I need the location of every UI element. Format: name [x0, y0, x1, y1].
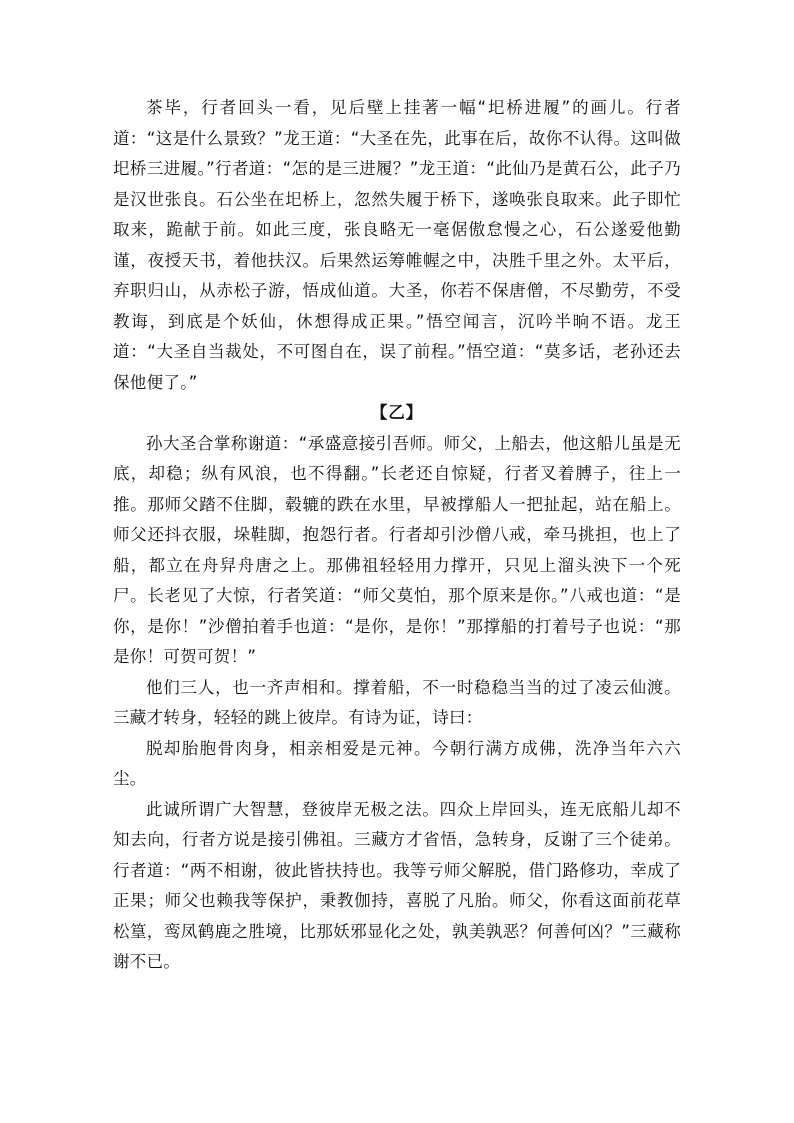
document-page: [113, 93, 681, 978]
paragraph-yi-2: 他们三人，也一齐声相和。撑着船，不一时稳稳当当的过了凌云仙渡。三藏才转身，轻轻的跳上彼岸。有诗为证，诗曰：: [113, 677, 681, 727]
paragraph-yi-poem: 脱却胎胞骨肉身，相亲相爱是元神。今朝行满方成佛，洗净当年六六尘。: [113, 738, 681, 788]
section-title-yi: 【乙】: [370, 403, 424, 422]
paragraph-jia-1: 茶毕，行者回头一看，见后壁上挂著一幅“圯桥进履”的画儿。行者道：“这是什么景致？”龙王道：“大圣在先，此事在后，故你不认得。这叫做圯桥三进履。”行者道：“怎的是三进履？”龙王道：“此仙乃是黄石公，此子乃是汉世张良。石公坐在圯桥上，忽然失履于桥下，遂唤张良取来。此子即忙取来，跪献于前。如此三度，张良略无一毫倨傲怠慢之心，石公遂爱他勤谨，夜授天书，着他扶汉。后果然运筹帷幄之中，决胜千里之外。太平后，弃职归山，从赤松子游，悟成仙道。大圣，你若不保唐僧，不尽勤劳，不受教诲，到底是个妖仙，休想得成正果。”悟空闻言，沉吟半晌不语。龙王道：“大圣自当裁处，不可图自在，误了前程。”悟空道：“莫多话，老孙还去保他便了。”: [113, 98, 681, 392]
paragraph-yi-3: 此诚所谓广大智慧，登彼岸无极之法。四众上岸回头，连无底船儿却不知去向，行者方说是接引佛祖。三藏方才省悟，急转身，反谢了三个徒弟。行者道：“两不相谢，彼此皆扶持也。我等亏师父解脱，借门路修功，幸成了正果；师父也赖我等保护，秉教伽持，喜脱了凡胎。师父，你看这面前花草松篁，鸾凤鹤鹿之胜境，比那妖邪显化之处，孰美孰恶？何善何凶？”三藏称谢不已。: [113, 799, 681, 971]
paragraph-yi-1: 孙大圣合掌称谢道：“承盛意接引吾师。师父，上船去，他这船儿虽是无底，却稳；纵有风浪，也不得翻。”长老还自惊疑，行者叉着膊子，往上一推。那师父踏不住脚，毂辘的跌在水里，早被撑船人一把扯起，站在船上。师父还抖衣服，垛鞋脚，抱怨行者。行者却引沙僧八戒，牵马挑担，也上了船，都立在舟舁舟唐之上。那佛祖轻轻用力撑开，只见上溜头泱下一个死尸。长老见了大惊，行者笑道：“师父莫怕，那个原来是你。”八戒也道：“是你，是你！”沙僧拍着手也道：“是你，是你！”那撑船的打着号子也说：“那是你！可贺可贺！”: [113, 433, 681, 666]
